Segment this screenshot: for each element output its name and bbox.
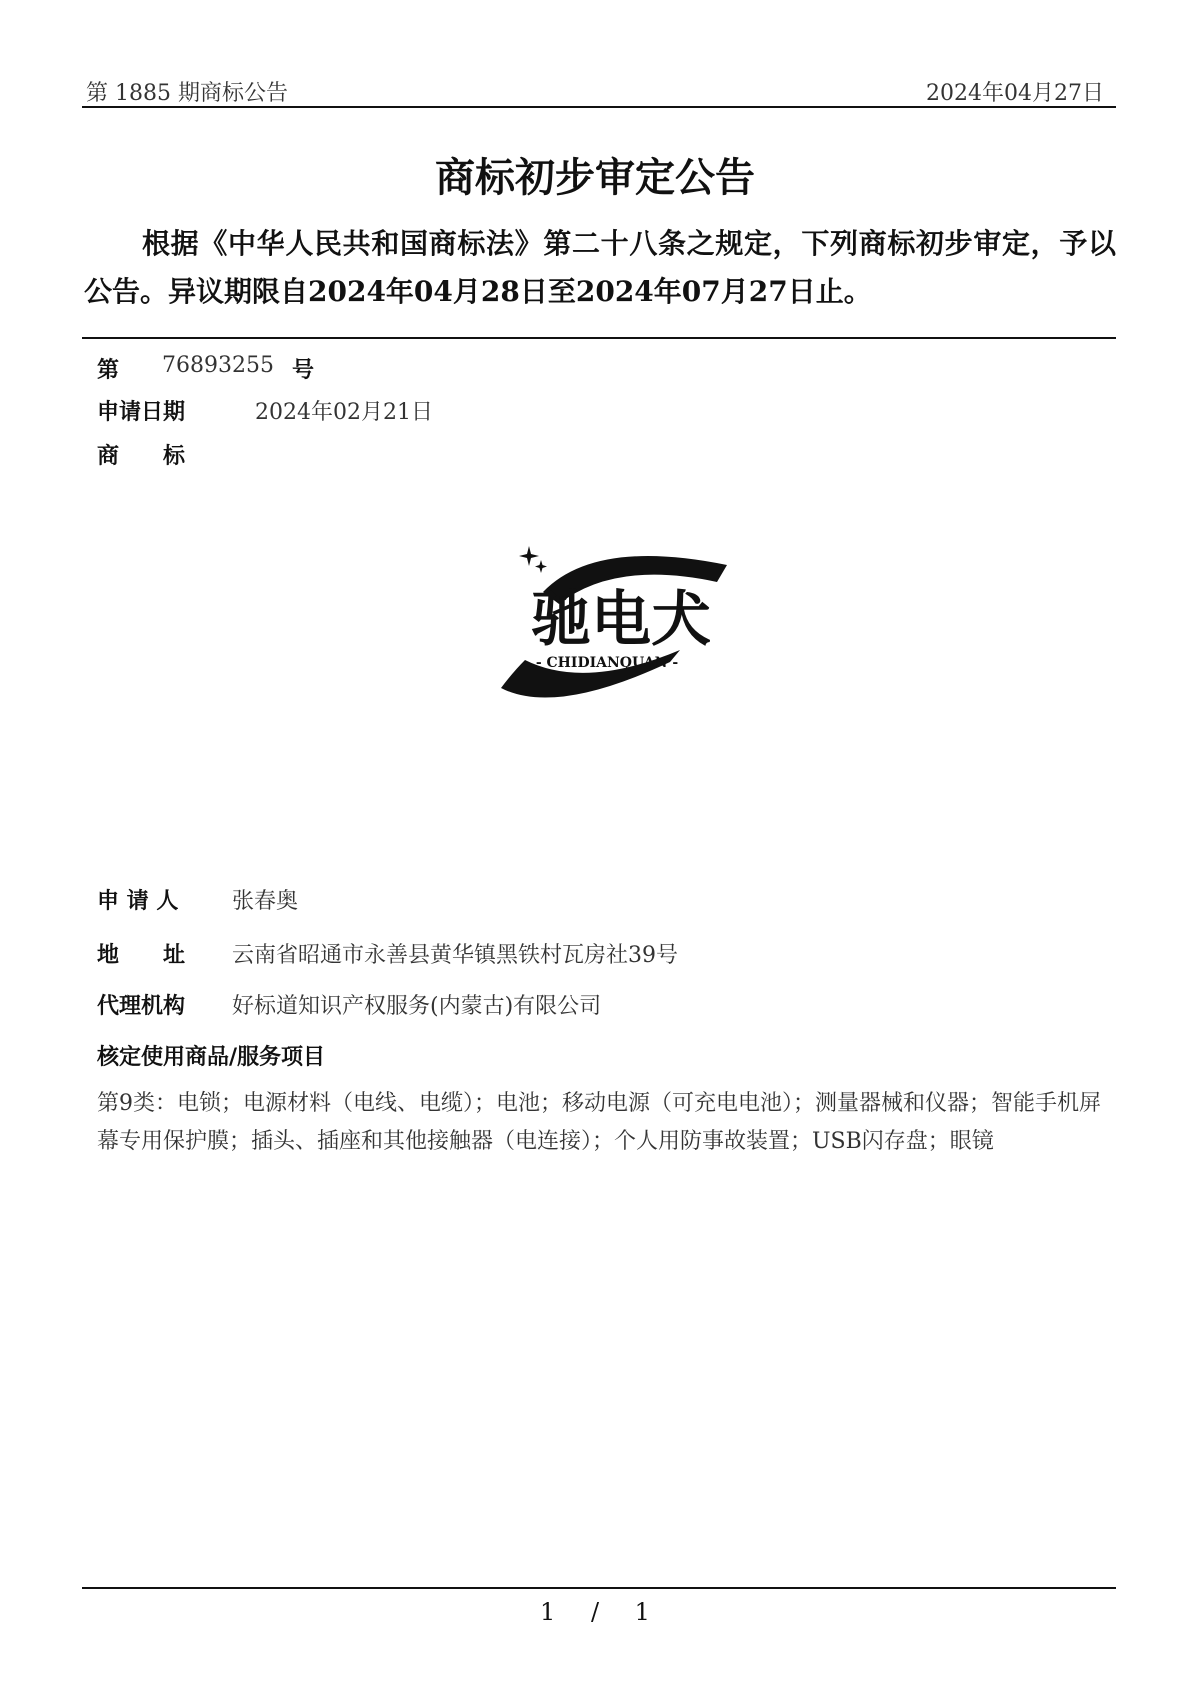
agent-value: 好标道知识产权服务(内蒙古)有限公司 bbox=[232, 994, 602, 1019]
application-date: 2024年02月21日 bbox=[255, 400, 433, 425]
page-title: 商标初步审定公告 bbox=[435, 154, 755, 201]
page-number: 1 / 1 bbox=[540, 1598, 650, 1626]
logo-latin-text: - CHIDIANQUAN - bbox=[535, 655, 679, 671]
sparkle-icon bbox=[535, 560, 547, 573]
applicant-label: 申 请 人 bbox=[97, 889, 179, 914]
trademark-logo bbox=[495, 540, 745, 710]
address-label: 地 址 bbox=[97, 943, 186, 968]
goods-label: 核定使用商品/服务项目 bbox=[97, 1045, 326, 1070]
number-prefix: 第 bbox=[97, 358, 120, 383]
address-value: 云南省昭通市永善县黄华镇黑铁村瓦房社39号 bbox=[232, 943, 678, 968]
number-suffix: 号 bbox=[292, 358, 315, 383]
intro-paragraph: 根据《中华人民共和国商标法》第二十八条之规定，下列商标初步审定，予以公告。异议期限自2024年04月28日至2024年07月27日止。 bbox=[84, 227, 1116, 308]
trademark-label: 商 标 bbox=[97, 444, 186, 469]
registration-number: 76893255 bbox=[162, 353, 274, 378]
issue-number: 第 1885 期商标公告 bbox=[86, 81, 288, 106]
section-divider bbox=[82, 337, 1116, 339]
applicant-name: 张春奥 bbox=[232, 889, 299, 914]
logo-chinese-text: 驰电犬 bbox=[531, 585, 711, 655]
sparkle-icon bbox=[519, 546, 539, 566]
goods-list: 第9类：电锁；电源材料（电线、电缆）；电池；移动电源（可充电电池）；测量器械和仪器；智能手机屏幕专用保护膜；插头、插座和其他接触器（电连接）；个人用防事故装置；USB闪存盘；眼镜 bbox=[97, 1091, 1102, 1154]
application-date-label: 申请日期 bbox=[97, 400, 186, 425]
header-divider bbox=[82, 106, 1116, 108]
footer-divider bbox=[82, 1587, 1116, 1589]
agent-label: 代理机构 bbox=[97, 994, 186, 1019]
publication-date: 2024年04月27日 bbox=[926, 81, 1104, 106]
